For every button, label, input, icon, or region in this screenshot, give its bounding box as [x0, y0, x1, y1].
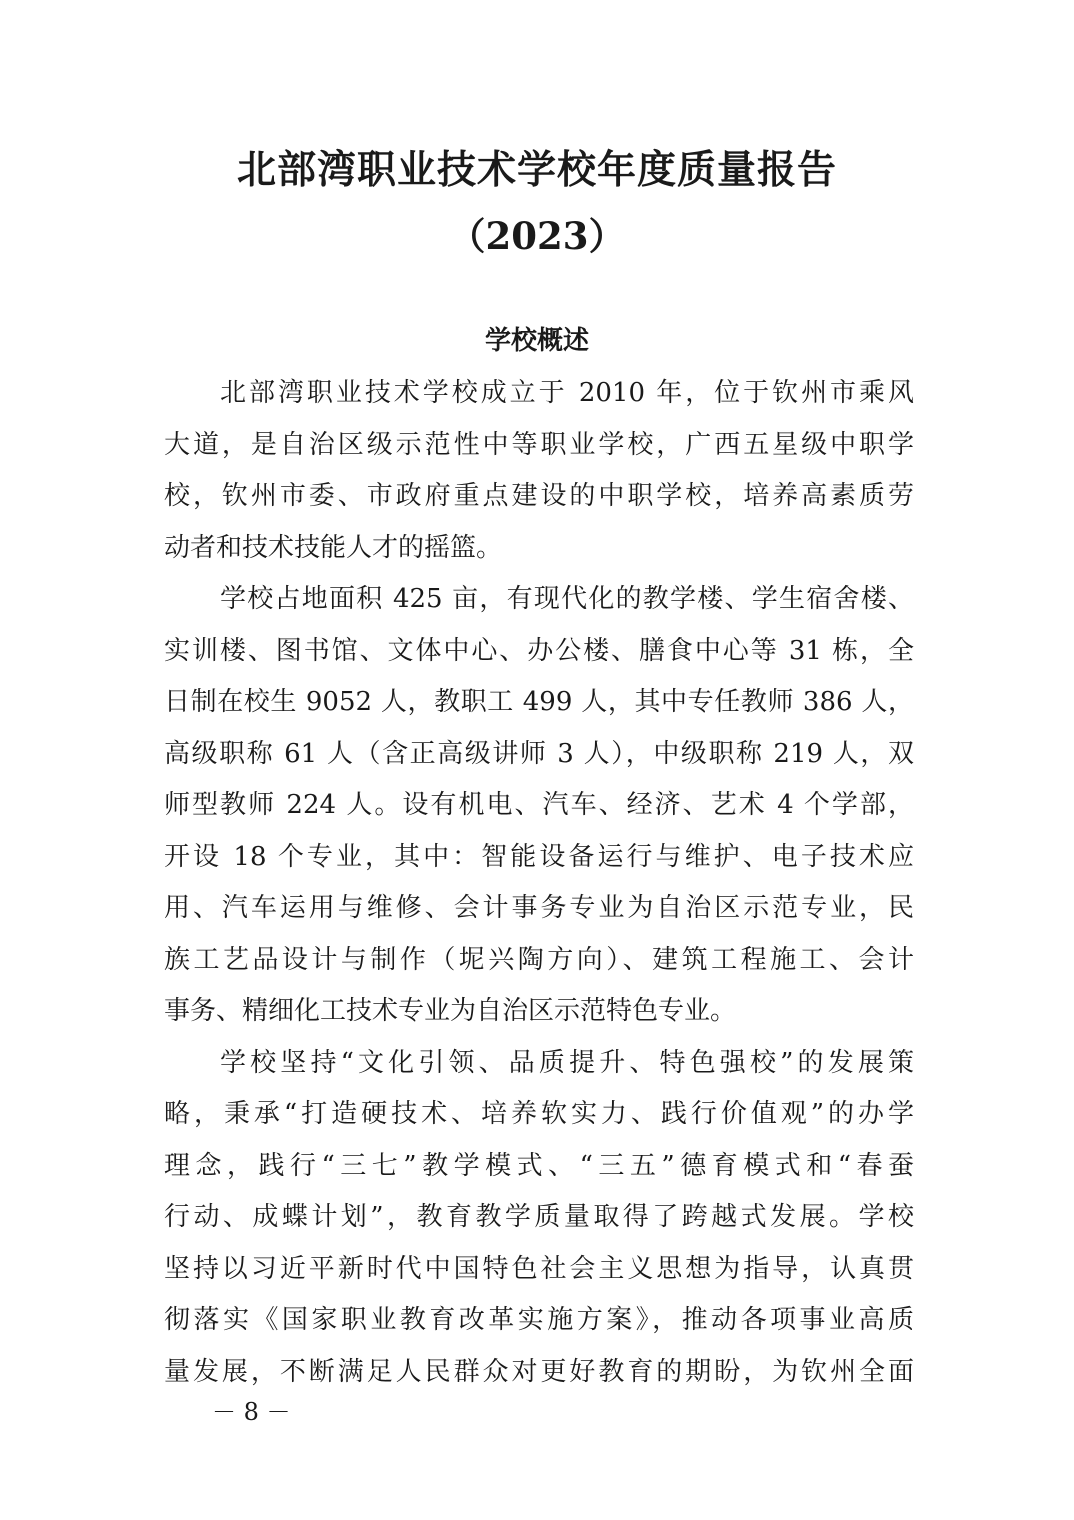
text-line: 学校占地面积 425 亩，有现代化的教学楼、学生宿舍楼、 — [220, 584, 914, 614]
text-line: 事务、精细化工技术专业为自治区示范特色专业。 — [164, 996, 737, 1026]
text-line: 大道，是自治区级示范性中等职业学校，广西五星级中职学 — [164, 429, 914, 460]
text-line: 日制在校生 9052 人，教职工 499 人，其中专任教师 386 人， — [164, 687, 914, 717]
text-line: 坚持以习近平新时代中国特色社会主义思想为指导，认真贯 — [164, 1253, 914, 1284]
text-line: 开设 18 个专业，其中：智能设备运行与维护、电子技术应 — [164, 841, 914, 872]
text-line: 师型教师 224 人。设有机电、汽车、经济、艺术 4 个学部， — [164, 790, 914, 820]
body-text — [164, 368, 914, 1398]
text-line: 略，秉承“打造硬技术、培养软实力、践行价值观”的办学 — [164, 1099, 914, 1129]
text-line: 动者和技术技能人才的摇篮。 — [164, 532, 503, 563]
page-number: － 8 － — [212, 1398, 291, 1426]
text-line: 高级职称 61 人（含正高级讲师 3 人），中级职称 219 人，双 — [164, 738, 914, 769]
document-title: 北部湾职业技术学校年度质量报告 — [236, 147, 837, 193]
text-line: 行动、成蝶计划”，教育教学质量取得了跨越式发展。学校 — [164, 1202, 914, 1232]
text-line: 校，钦州市委、市政府重点建设的中职学校，培养高素质劳 — [164, 481, 914, 511]
text-line: 学校坚持“文化引领、品质提升、特色强校”的发展策 — [220, 1047, 914, 1078]
section-heading: 学校概述 — [484, 326, 589, 356]
paragraph-3 — [164, 1038, 914, 1399]
document-year: （2023） — [448, 214, 626, 258]
text-line: 用、汽车运用与维修、会计事务专业为自治区示范专业，民 — [164, 893, 914, 923]
text-line: 族工艺品设计与制作（坭兴陶方向）、建筑工程施工、会计 — [164, 944, 914, 975]
text-line: 彻落实《国家职业教育改革实施方案》，推动各项事业高质 — [164, 1305, 914, 1335]
text-line: 量发展，不断满足人民群众对更好教育的期盼，为钦州全面 — [164, 1356, 914, 1387]
paragraph-2 — [164, 574, 914, 1038]
paragraph-1 — [164, 368, 914, 574]
text-line: 北部湾职业技术学校成立于 2010 年，位于钦州市乘风 — [220, 378, 914, 408]
text-line: 理念，践行“三七”教学模式、“三五”德育模式和“春蚕 — [164, 1150, 914, 1181]
text-line: 实训楼、图书馆、文体中心、办公楼、膳食中心等 31 栋，全 — [164, 635, 914, 666]
